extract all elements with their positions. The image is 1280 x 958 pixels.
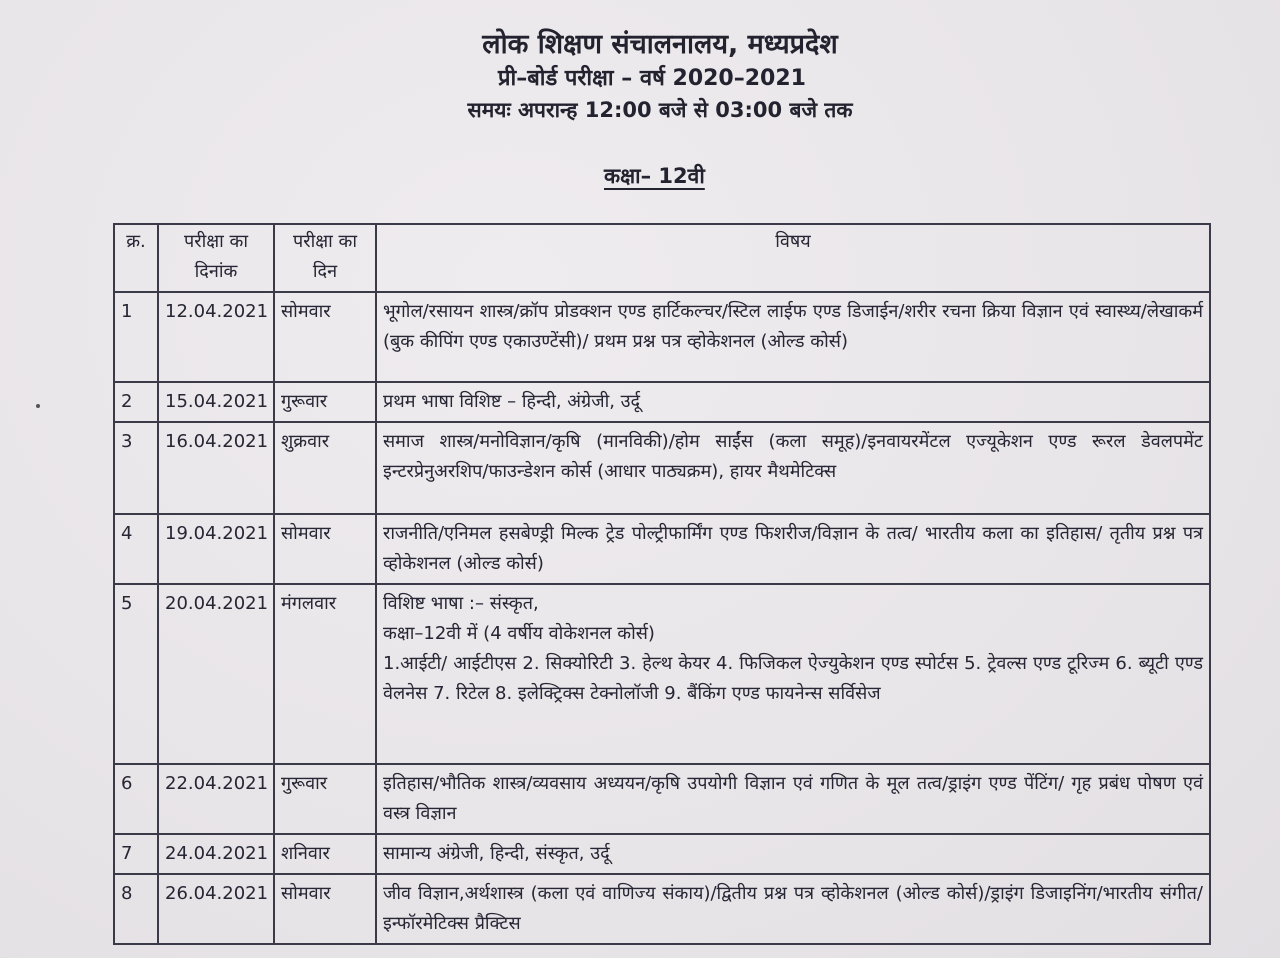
row-date: 15.04.2021 (158, 382, 274, 422)
row-date: 26.04.2021 (158, 874, 274, 944)
exam-schedule-table (113, 223, 1211, 945)
row-date: 20.04.2021 (158, 584, 274, 764)
row-sr: 8 (114, 874, 158, 944)
table-row (114, 764, 1210, 834)
row-day: शुक्रवार (274, 422, 376, 514)
row-sr: 3 (114, 422, 158, 514)
exam-title: प्री–बोर्ड परीक्षा – वर्ष 2020–2021 (498, 66, 806, 91)
subject-line: कक्षा–12वी में (4 वर्षीय वोकेशनल कोर्स) (383, 623, 655, 644)
row-sr: 4 (114, 514, 158, 584)
row-date: 16.04.2021 (158, 422, 274, 514)
row-day: मंगलवार (274, 584, 376, 764)
document-title: लोक शिक्षण संचालनालय, मध्यप्रदेश (482, 29, 838, 60)
row-subject: सामान्य अंग्रेजी, हिन्दी, संस्कृत, उर्दू (376, 834, 1210, 874)
header-subject: विषय (376, 224, 1210, 292)
row-subject: भूगोल/रसायन शास्त्र/क्रॉप प्रोडक्शन एण्ड हार्टिकल्चर/स्टिल लाईफ एण्ड डिजाईन/शरीर रचना क्रिया विज्ञान एवं स्वास्थ्य/लेखाकर्म (बुक कीपिंग एण्ड एकाउण्टेंसी)/ प्रथम प्रश्न पत्र व्होकेशनल (ओल्ड कोर्स) (376, 292, 1210, 382)
class-title: कक्षा– 12वी (604, 164, 705, 188)
subject-line: विशिष्ट भाषा :– संस्कृत, (383, 593, 539, 614)
row-date: 12.04.2021 (158, 292, 274, 382)
row-date: 19.04.2021 (158, 514, 274, 584)
header-sr: क्र. (114, 224, 158, 292)
row-subject: इतिहास/भौतिक शास्त्र/व्यवसाय अध्ययन/कृषि उपयोगी विज्ञान एवं गणित के मूल तत्व/ड्राइंग एण्ड पेंटिंग/ गृह प्रबंध पोषण एवं वस्त्र विज्ञान (376, 764, 1210, 834)
table-row (114, 422, 1210, 514)
row-day: गुरूवार (274, 764, 376, 834)
table-row (114, 834, 1210, 874)
row-sr: 6 (114, 764, 158, 834)
table-row (114, 514, 1210, 584)
row-day: सोमवार (274, 874, 376, 944)
table-row (114, 292, 1210, 382)
exam-time: समयः अपरान्ह 12:00 बजे से 03:00 बजे तक (467, 98, 853, 122)
row-date: 22.04.2021 (158, 764, 274, 834)
row-subject: जीव विज्ञान,अर्थशास्त्र (कला एवं वाणिज्य संकाय)/द्वितीय प्रश्न पत्र व्होकेशनल (ओल्ड कोर्स)/ड्राइंग डिजाइनिंग/भारतीय संगीत/ इन्फॉरमेटिक्स प्रैक्टिस (376, 874, 1210, 944)
row-subject: प्रथम भाषा विशिष्ट – हिन्दी, अंग्रेजी, उर्दू (376, 382, 1210, 422)
header-date: परीक्षा का दिनांक (158, 224, 274, 292)
row-day: सोमवार (274, 514, 376, 584)
subject-line: 1.आईटी/ आईटीएस 2. सिक्योरिटी 3. हेल्थ केयर 4. फिजिकल ऐज्युकेशन एण्ड स्पोर्टस 5. ट्रेवल्स एण्ड टूरिज्म 6. ब्यूटी एण्ड वेलनेस 7. रिटेल 8. इलेक्ट्रिक्स टेक्नोलॉजी 9. बैंकिंग एण्ड फायनेन्स सर्विसेज (383, 653, 1203, 704)
table-row (114, 874, 1210, 944)
row-subject (376, 584, 1210, 764)
row-sr: 2 (114, 382, 158, 422)
row-date: 24.04.2021 (158, 834, 274, 874)
row-sr: 1 (114, 292, 158, 382)
table-row (114, 584, 1210, 764)
table-row (114, 382, 1210, 422)
row-day: गुरूवार (274, 382, 376, 422)
row-subject: समाज शास्त्र/मनोविज्ञान/कृषि (मानविकी)/होम साईंस (कला समूह)/इनवायरमेंटल एज्यूकेशन एण्ड रूरल डेवलपमेंट इन्टरप्रेनुअरशिप/फाउन्डेशन कोर्स (आधार पाठ्यक्रम), हायर मैथमेटिक्स (376, 422, 1210, 514)
row-subject: राजनीति/एनिमल हसबेण्ड्री मिल्क ट्रेड पोल्ट्रीफार्मिंग एण्ड फिशरीज/विज्ञान के तत्व/ भारतीय कला का इतिहास/ तृतीय प्रश्न पत्र व्होकेशनल (ओल्ड कोर्स) (376, 514, 1210, 584)
row-day: शनिवार (274, 834, 376, 874)
row-sr: 7 (114, 834, 158, 874)
header-day: परीक्षा का दिन (274, 224, 376, 292)
row-sr: 5 (114, 584, 158, 764)
table-header-row (114, 224, 1210, 292)
ink-dot (36, 404, 40, 408)
row-day: सोमवार (274, 292, 376, 382)
